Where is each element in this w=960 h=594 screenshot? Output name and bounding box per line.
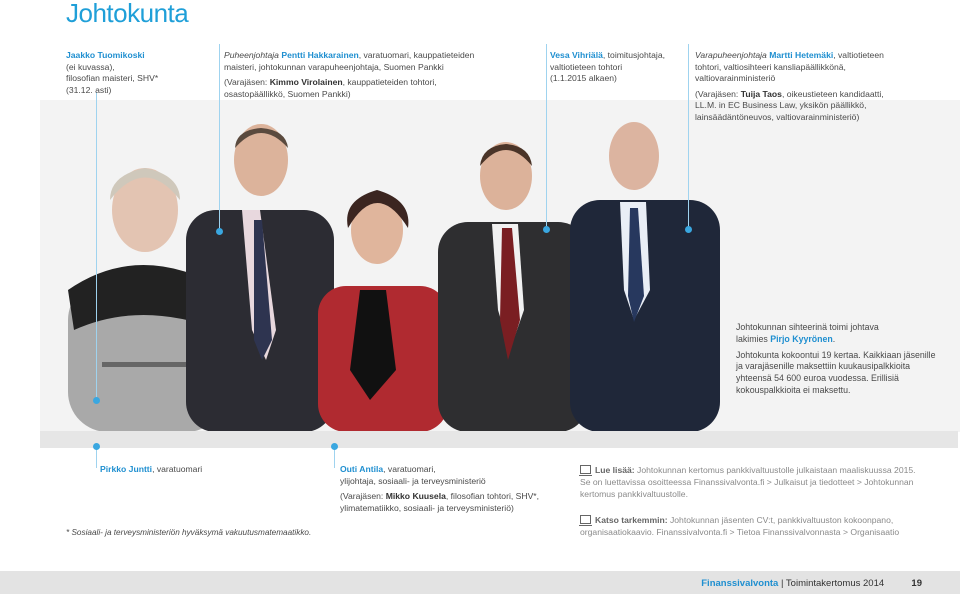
footer-doc-title: Toimintakertomus 2014 [785, 578, 885, 589]
connector-dot-4 [685, 226, 692, 233]
see-more-block: Katso tarkemmin: Johtokunnan jäsenten CV:t, pankkivaltuuston kokoonpano, organisaatiokaavio. Finanssivalvonta.fi > Tietoa Finanssivalvonnasta > Organisaatio [580, 515, 900, 537]
caption-jaakko: Jaakko Tuomikoski (ei kuvassa), filosofian maisteri, SHV* (31.12. asti) [66, 50, 159, 95]
laptop-icon [580, 465, 591, 474]
connector-line-3 [546, 44, 547, 230]
member-name: Pentti Hakkarainen [281, 50, 359, 60]
caption-outi: Outi Antila, varatuomari, ylijohtaja, sosiaali- ja terveysministeriö (Varajäsen: Mikko Kuusela, filosofian tohtori, SHV*, ylimatematiikko, sosiaali- ja terveysministeriö) [340, 464, 540, 513]
footnote: * Sosiaali- ja terveysministeriön hyväksymä vakuutusmatemaatikko. [66, 528, 312, 537]
connector-dot-6 [331, 443, 338, 450]
caption-pentti: Puheenjohtaja Pentti Hakkarainen, varatuomari, kauppatieteiden maisteri, johtokunnan varapuheenjohtaja, Suomen Pankki (Varajäsen: Kimmo Virolainen, kauppatieteiden tohtori, osastopäällikkö, Suomen Pankki) [224, 50, 475, 99]
connector-line-1 [96, 92, 97, 400]
meetings-text: Johtokunta kokoontui 19 kertaa. Kaikkiaan jäsenille ja varajäsenille maksettiin kuukausipalkkioita yhteensä 54 600 euroa vuodessa. Erillisiä kokouspalkkioita ei maksettu. [736, 349, 936, 395]
deputy-name: Tuija Taos [740, 88, 782, 99]
member-name: Jaakko Tuomikoski [66, 50, 145, 60]
connector-dot-2 [216, 228, 223, 235]
member-name: Pirkko Juntti [100, 464, 153, 474]
deputy-name: Mikko Kuusela [385, 491, 446, 501]
right-note: Johtokunnan sihteerinä toimi johtava lakimies Pirjo Kyyrönen. Johtokunta kokoontui 19 kertaa. Kaikkiaan jäsenille ja varajäsenille maksettiin kuukausipalkkioita yhteensä 54 600 euroa vuodessa. Erillisiä kokouspalkkioita ei maksettu. [736, 322, 936, 395]
person-5-figure [570, 122, 720, 432]
see-more-link[interactable]: organisaatiokaavio. Finanssivalvonta.fi > Tietoa Finanssivalvonnasta > Organisaatio [580, 527, 900, 537]
page-number: 19 [911, 578, 922, 589]
secretary-name: Pirjo Kyyrönen [770, 333, 833, 344]
page-title: Johtokunta [66, 0, 189, 28]
member-name: Vesa Vihriälä [550, 50, 603, 60]
connector-line-2 [219, 44, 220, 232]
connector-dot-1 [93, 397, 100, 404]
connector-dot-3 [543, 226, 550, 233]
member-name: Martti Hetemäki [769, 50, 834, 60]
read-more-link[interactable]: Se on luettavissa osoitteessa Finanssivalvonta.fi > Julkaisut ja tiedotteet > Johtokunnan [580, 477, 914, 487]
footer: Finanssivalvonta | Toimintakertomus 2014 19 [701, 578, 922, 589]
person-3-figure [318, 190, 448, 432]
person-4-figure [438, 142, 588, 432]
footer-brand: Finanssivalvonta [701, 578, 779, 589]
photo-bottom-band [40, 431, 958, 448]
member-name: Outi Antila [340, 464, 384, 474]
deputy-name: Kimmo Virolainen [269, 77, 343, 87]
caption-martti: Varapuheenjohtaja Martti Hetemäki, valtiotieteen tohtori, valtiosihteeri kansliapäällikkönä, valtiovarainministeriö (Varajäsen: Tuija Taos, oikeustieteen kandidaatti, LL.M. in EC Business Law, yksikön päällikkö, lainsäädäntöneuvos, valtiovarainministeriö) [695, 50, 884, 122]
caption-vesa: Vesa Vihriälä, toimitusjohtaja, valtiotieteen tohtori (1.1.2015 alkaen) [550, 50, 665, 83]
laptop-icon [580, 515, 591, 524]
person-2-figure [186, 124, 334, 432]
caption-pirkko: Pirkko Juntti, varatuomari [100, 464, 203, 474]
read-more-block: Lue lisää: Johtokunnan kertomus pankkivaltuustolle julkaistaan maaliskuussa 2015. Se on luettavissa osoitteessa Finanssivalvonta.fi > Julkaisut ja tiedotteet > Johtokunnan kertomus pankkivaltuustolle. [580, 465, 916, 499]
connector-dot-5 [93, 443, 100, 450]
